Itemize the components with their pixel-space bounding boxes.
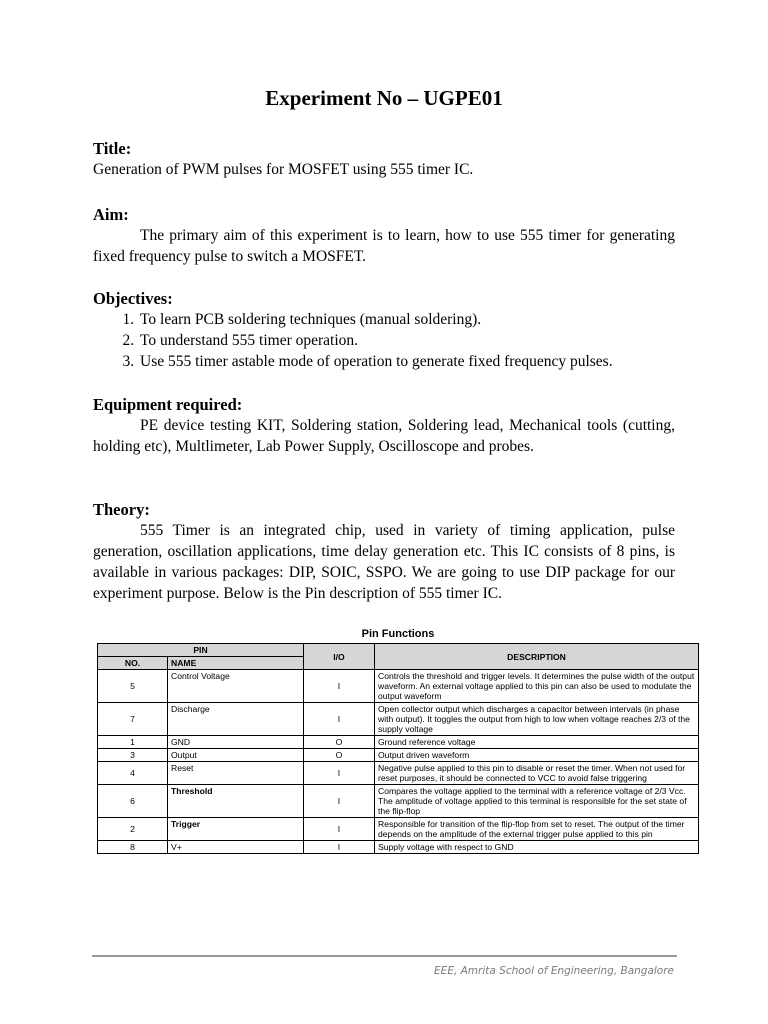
theory-section bbox=[93, 499, 675, 604]
document-title: Experiment No – UGPE01 bbox=[265, 86, 503, 110]
pin-number: 6 bbox=[98, 785, 168, 818]
pin-functions-table-wrap bbox=[97, 628, 699, 854]
objectives-section bbox=[93, 288, 675, 372]
table-row bbox=[98, 703, 699, 736]
pin-io: I bbox=[304, 703, 375, 736]
pin-io: O bbox=[304, 736, 375, 749]
pin-number: 8 bbox=[98, 841, 168, 854]
pin-description: Negative pulse applied to this pin to disable or reset the timer. When not used for reset purposes, it should be connected to VCC to avoid false triggering bbox=[375, 762, 699, 785]
pin-description: Responsible for transition of the flip-flop from set to reset. The output of the timer depends on the amplitude of the external trigger pulse applied to this pin bbox=[375, 818, 699, 841]
pin-io: I bbox=[304, 670, 375, 703]
pin-name: Reset bbox=[168, 762, 304, 785]
objectives-list bbox=[93, 309, 675, 372]
equipment-section bbox=[93, 394, 675, 457]
header-description: DESCRIPTION bbox=[375, 644, 699, 670]
pin-io: I bbox=[304, 762, 375, 785]
header-io: I/O bbox=[304, 644, 375, 670]
table-row bbox=[98, 749, 699, 762]
objective-item: 3. Use 555 timer astable mode of operation to generate fixed frequency pulses. bbox=[138, 351, 675, 372]
header-pin: PIN bbox=[98, 644, 304, 657]
header-no: NO. bbox=[98, 657, 168, 670]
equipment-text: PE device testing KIT, Soldering station, Soldering lead, Mechanical tools (cutting, holding etc), Multlimeter, Lab Power Supply, Oscilloscope and probes. bbox=[93, 417, 675, 455]
footer-text: EEE, Amrita School of Engineering, Bangalore bbox=[434, 965, 674, 977]
objective-item: 1. To learn PCB soldering techniques (manual soldering). bbox=[138, 309, 675, 330]
pin-number: 5 bbox=[98, 670, 168, 703]
objective-item: 2. To understand 555 timer operation. bbox=[138, 330, 675, 351]
pin-io: I bbox=[304, 818, 375, 841]
table-row bbox=[98, 736, 699, 749]
pin-description: Supply voltage with respect to GND bbox=[375, 841, 699, 854]
pin-number: 3 bbox=[98, 749, 168, 762]
table-row bbox=[98, 670, 699, 703]
pin-description: Compares the voltage applied to the terminal with a reference voltage of 2/3 Vcc. The amplitude of voltage applied to this terminal is responsible for the set state of the flip-flop bbox=[375, 785, 699, 818]
title-heading: Title: bbox=[93, 139, 132, 158]
title-text: Generation of PWM pulses for MOSFET using 555 timer IC. bbox=[93, 161, 474, 178]
aim-text: The primary aim of this experiment is to learn, how to use 555 timer for generating fixed frequency pulse to switch a MOSFET. bbox=[93, 227, 675, 265]
pin-description: Open collector output which discharges a capacitor between intervals (in phase with output). It toggles the output from high to low when voltage reaches 2/3 of the supply voltage bbox=[375, 703, 699, 736]
table-row bbox=[98, 841, 699, 854]
pin-io: O bbox=[304, 749, 375, 762]
table-row bbox=[98, 762, 699, 785]
table-row bbox=[98, 785, 699, 818]
pin-name: GND bbox=[168, 736, 304, 749]
pin-description: Ground reference voltage bbox=[375, 736, 699, 749]
table-caption: Pin Functions bbox=[361, 628, 435, 640]
equipment-heading: Equipment required: bbox=[93, 395, 243, 414]
pin-name: Discharge bbox=[168, 703, 304, 736]
pin-name: Trigger bbox=[168, 818, 304, 841]
pin-name: V+ bbox=[168, 841, 304, 854]
pin-description: Controls the threshold and trigger levels. It determines the pulse width of the output waveform. An external voltage applied to this pin can also be used to modulate the output waveform bbox=[375, 670, 699, 703]
pin-io: I bbox=[304, 841, 375, 854]
footer-divider bbox=[92, 955, 677, 957]
aim-heading: Aim: bbox=[93, 205, 129, 224]
title-section bbox=[93, 138, 675, 180]
pin-number: 4 bbox=[98, 762, 168, 785]
theory-text: 555 Timer is an integrated chip, used in variety of timing application, pulse generation, oscillation applications, time delay generation etc. This IC consists of 8 pins, is available in various packages: DIP, SOIC, SSPO. We are going to use DIP package for our experiment purpose. Below is the Pin description of 555 timer IC. bbox=[93, 522, 675, 602]
pin-functions-table bbox=[97, 643, 699, 854]
header-name: NAME bbox=[168, 657, 304, 670]
pin-description: Output driven waveform bbox=[375, 749, 699, 762]
aim-section bbox=[93, 204, 675, 267]
pin-io: I bbox=[304, 785, 375, 818]
table-row bbox=[98, 818, 699, 841]
pin-name: Control Voltage bbox=[168, 670, 304, 703]
objectives-heading: Objectives: bbox=[93, 289, 173, 308]
pin-number: 2 bbox=[98, 818, 168, 841]
pin-number: 7 bbox=[98, 703, 168, 736]
theory-heading: Theory: bbox=[93, 500, 150, 519]
pin-name: Output bbox=[168, 749, 304, 762]
pin-name: Threshold bbox=[168, 785, 304, 818]
pin-number: 1 bbox=[98, 736, 168, 749]
